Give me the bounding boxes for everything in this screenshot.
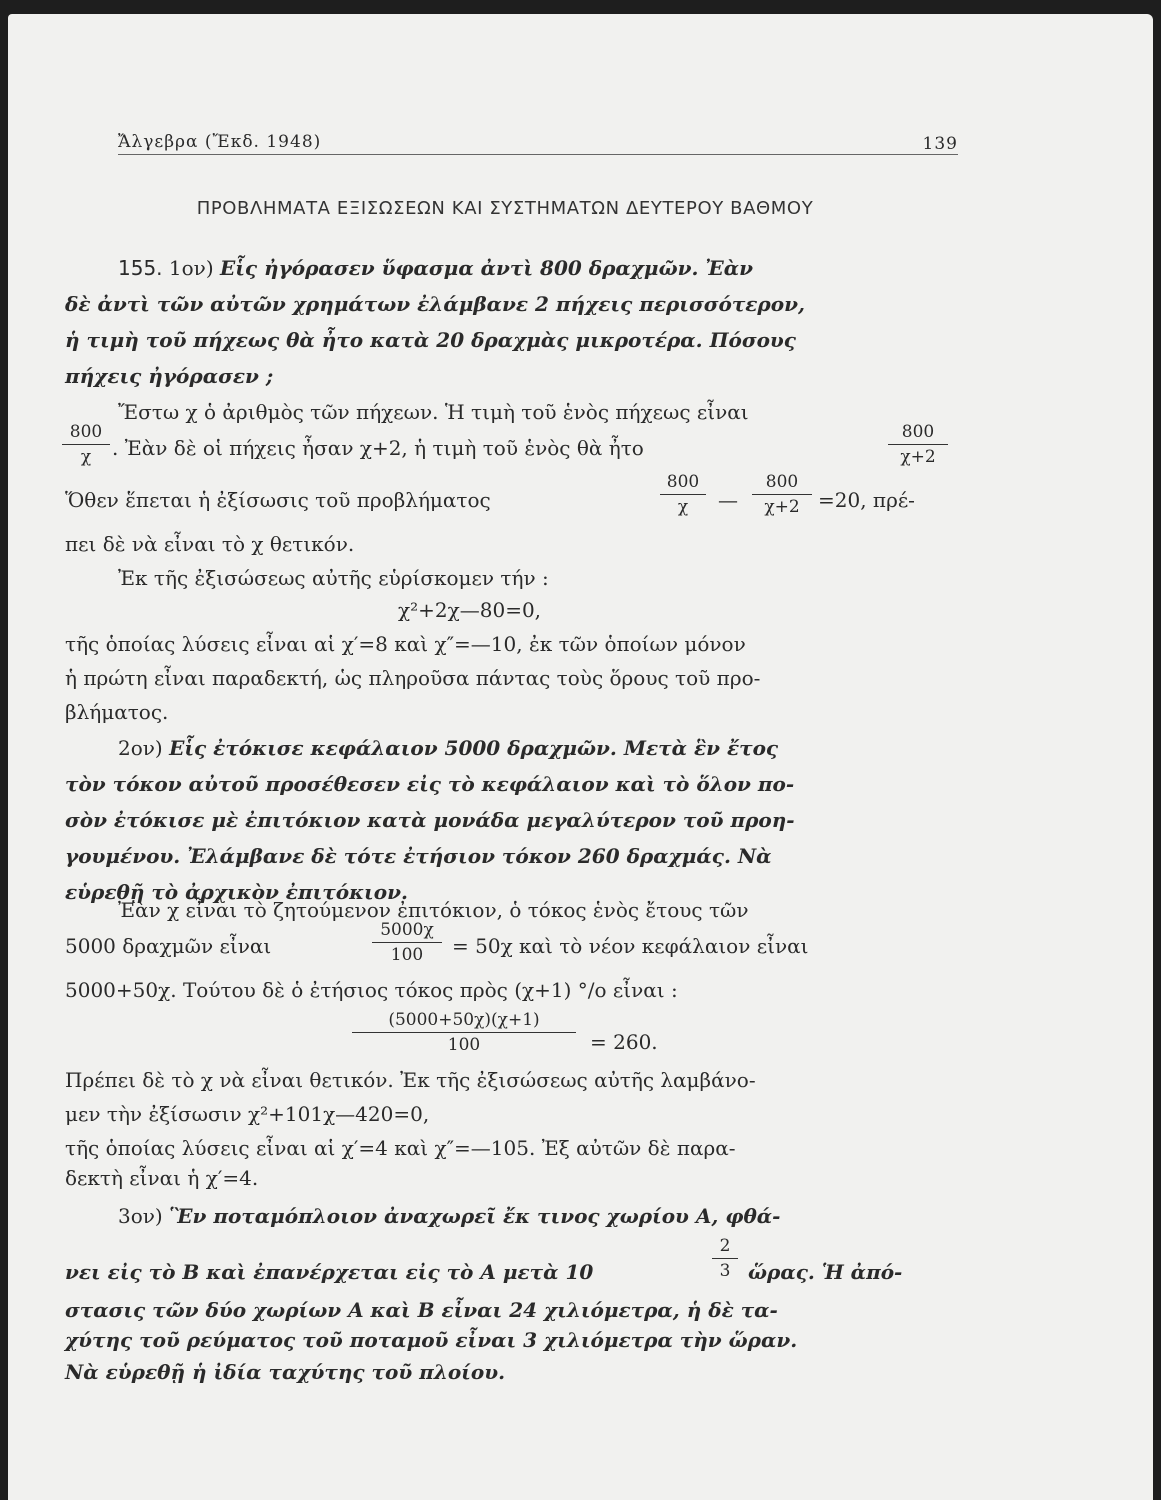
equation-result: = 260.	[590, 1030, 658, 1054]
section-title: ΠΡΟΒΛΗΜΑΤΑ ΕΞΙΣΩΣΕΩΝ ΚΑΙ ΣΥΣΤΗΜΑΤΩΝ ΔΕΥΤΕΡΟΥ ΒΑΘΜΟΥ	[196, 198, 814, 219]
problem-1-equation: χ²+2χ—80=0,	[398, 598, 542, 622]
problem-1-statement-4: πήχεις ἠγόρασεν ;	[65, 364, 274, 388]
problem-2-solution-5: μεν τὴν ἐξίσωσιν χ²+101χ—420=0,	[65, 1102, 430, 1126]
problem-number: 155.	[118, 256, 163, 280]
fraction-5000x-over-100: $\frac{5000\chi}{100}$	[372, 920, 442, 965]
problem-1-solution-3b: =20, πρέ-	[818, 488, 915, 512]
problem-3-line-1	[118, 1206, 780, 1226]
fraction-2-over-3: $\frac{2}{3}$	[712, 1236, 738, 1281]
problem-3-statement-4: χύτης τοῦ ρεύματος τοῦ ποταμοῦ εἶναι 3 χιλιόμετρα τὴν ὥραν.	[65, 1328, 798, 1352]
problem-1-solution-8: βλήματος.	[65, 700, 169, 724]
problem-1-solution-4: πει δὲ νὰ εἶναι τὸ χ θετικόν.	[65, 532, 355, 556]
problem-2-label: 2ον)	[118, 736, 163, 760]
problem-1-statement-2: δὲ ἀντὶ τῶν αὐτῶν χρημάτων ἐλάμβανε 2 πήχεις περισσότερον,	[65, 292, 805, 316]
problem-3-statement-2b: ὥρας. Ἡ ἀπό-	[748, 1260, 903, 1284]
problem-2-line-1	[118, 738, 778, 758]
problem-1-solution-2: . Ἐὰν δὲ οἱ πήχεις ἦσαν χ+2, ἡ τιμὴ τοῦ ἑνὸς θὰ ἦτο	[112, 436, 644, 460]
problem-1-label: 1ον)	[168, 256, 214, 280]
problem-3-statement-1: Ἓν ποταμόπλοιον ἀναχωρεῖ ἔκ τινος χωρίου Α, φθά-	[169, 1204, 781, 1228]
problem-1-statement-1: Εἷς ἠγόρασεν ὕφασμα ἀντὶ 800 δραχμῶν. Ἐὰν	[219, 256, 754, 280]
problem-3-label: 3ον)	[118, 1204, 163, 1228]
page-number: 139	[922, 134, 958, 154]
fraction-interest-expression: $\frac{(5000+50\chi)(\chi+1)}{100}$	[352, 1010, 576, 1055]
running-header	[118, 128, 958, 155]
problem-1-line-1	[118, 258, 753, 278]
problem-2-solution-1: Ἐὰν χ εἶναι τὸ ζητούμενον ἐπιτόκιον, ὁ τόκος ἑνὸς ἔτους τῶν	[118, 898, 749, 922]
problem-2-solution-7: δεκτὴ εἶναι ἡ χ′=4.	[65, 1166, 259, 1190]
problem-1-statement-3: ἡ τιμὴ τοῦ πήχεως θὰ ἦτο κατὰ 20 δραχμὰς μικροτέρα. Πόσους	[65, 328, 796, 352]
problem-2-statement-3: σὸν ἐτόκισε μὲ ἐπιτόκιον κατὰ μονάδα μεγαλύτερον τοῦ προη-	[65, 808, 795, 832]
problem-2-solution-2a: 5000 δραχμῶν εἶναι	[65, 934, 272, 958]
problem-2-statement-4: γουμένου. Ἐλάμβανε δὲ τότε ἐτήσιον τόκον 260 δραχμάς. Νὰ	[65, 844, 772, 868]
problem-3-statement-2a: νει εἰς τὸ Β καὶ ἐπανέρχεται εἰς τὸ Α μετὰ 10	[65, 1260, 594, 1284]
equation-fraction-1: $\frac{800}{\chi}$	[660, 472, 706, 517]
problem-3-statement-3: στασις τῶν δύο χωρίων Α καὶ Β εἶναι 24 χιλιόμετρα, ἡ δὲ τα-	[65, 1298, 778, 1322]
problem-2-statement-1: Εἷς ἐτόκισε κεφάλαιον 5000 δραχμῶν. Μετὰ ἓν ἔτος	[169, 736, 779, 760]
equation-fraction-2: $\frac{800}{\chi+2}$	[752, 472, 812, 517]
problem-2-solution-4: Πρέπει δὲ τὸ χ νὰ εἶναι θετικόν. Ἐκ τῆς ἐξισώσεως αὐτῆς λαμβάνο-	[65, 1068, 756, 1092]
fraction-800-over-x-plus-2: $\frac{800}{\chi+2}$	[888, 422, 948, 467]
problem-1-solution-5: Ἐκ τῆς ἐξισώσεως αὐτῆς εὑρίσκομεν τήν :	[118, 566, 549, 590]
running-title: Ἄλγεβρα (Ἔκδ. 1948)	[118, 132, 322, 152]
problem-1-solution-6: τῆς ὁποίας λύσεις εἶναι αἱ χ′=8 καὶ χ″=—10, ἐκ τῶν ὁποίων μόνον	[65, 632, 746, 656]
problem-1-solution-3a: Ὅθεν ἕπεται ἡ ἐξίσωσις τοῦ προβλήματος	[65, 488, 491, 512]
problem-1-solution-1: Ἔστω χ ὁ ἀριθμὸς τῶν πήχεων. Ἡ τιμὴ τοῦ ἑνὸς πήχεως εἶναι	[118, 400, 749, 424]
problem-2-solution-2b: = 50χ καὶ τὸ νέον κεφάλαιον εἶναι	[452, 934, 809, 958]
problem-2-solution-6: τῆς ὁποίας λύσεις εἶναι αἱ χ′=4 καὶ χ″=—105. Ἐξ αὐτῶν δὲ παρα-	[65, 1136, 736, 1160]
problem-2-statement-2: τὸν τόκον αὐτοῦ προσέθεσεν εἰς τὸ κεφάλαιον καὶ τὸ ὅλον πο-	[65, 772, 795, 796]
problem-2-statement-5: εὑρεθῇ τὸ ἀρχικὸν ἐπιτόκιον.	[65, 880, 408, 904]
problem-3-statement-5: Νὰ εὑρεθῇ ἡ ἰδία ταχύτης τοῦ πλοίου.	[65, 1360, 506, 1384]
fraction-800-over-x: $\frac{800}{\chi}$	[62, 422, 110, 467]
minus-sign: —	[718, 488, 738, 512]
problem-1-solution-7: ἡ πρώτη εἶναι παραδεκτή, ὡς πληροῦσα πάντας τοὺς ὅρους τοῦ προ-	[65, 666, 761, 690]
problem-2-solution-3: 5000+50χ. Τούτου δὲ ὁ ἐτήσιος τόκος πρὸς (χ+1) °/ο εἶναι :	[65, 978, 678, 1002]
